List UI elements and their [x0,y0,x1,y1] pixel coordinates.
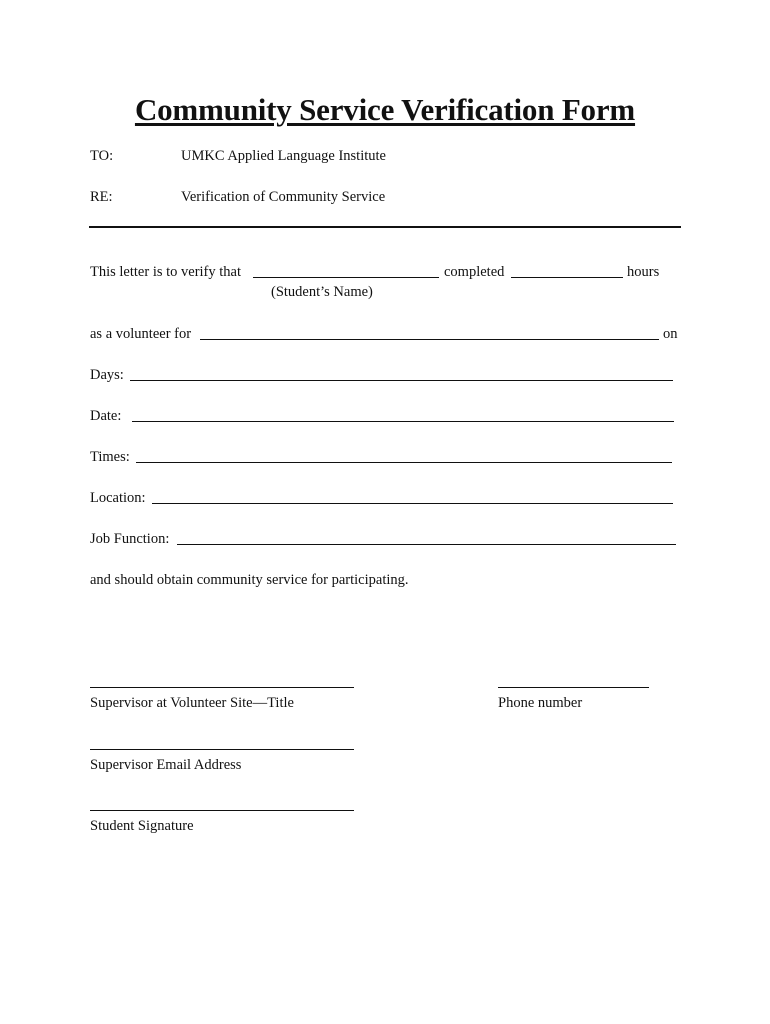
supervisor-title-signature-line[interactable] [90,687,354,688]
days-field[interactable] [130,380,673,381]
supervisor-email-line[interactable] [90,749,354,750]
student-signature-label: Student Signature [90,818,194,834]
completed-text: completed [444,264,505,280]
student-name-field[interactable] [253,277,439,278]
on-text: on [663,326,678,342]
date-label: Date: [90,408,122,424]
form-title: Community Service Verification Form [134,92,636,127]
student-name-caption: (Student’s Name) [271,284,373,300]
header-divider [89,226,681,228]
times-label: Times: [90,449,130,465]
student-signature-line[interactable] [90,810,354,811]
location-label: Location: [90,490,146,506]
phone-number-line[interactable] [498,687,649,688]
days-label: Days: [90,367,124,383]
location-field[interactable] [152,503,673,504]
to-value: UMKC Applied Language Institute [181,148,386,164]
hours-text: hours [627,264,660,280]
job-function-field[interactable] [177,544,676,545]
phone-label: Phone number [498,695,583,711]
organization-field[interactable] [200,339,659,340]
to-label: TO: [90,148,114,164]
re-label: RE: [90,189,113,205]
closing-text: and should obtain community service for participating. [90,572,409,588]
supervisor-title-label: Supervisor at Volunteer Site—Title [90,695,294,711]
intro-text: This letter is to verify that [90,264,242,280]
hours-field[interactable] [511,277,623,278]
date-field[interactable] [132,421,674,422]
re-value: Verification of Community Service [181,189,386,205]
volunteer-text: as a volunteer for [90,326,192,342]
times-field[interactable] [136,462,672,463]
supervisor-email-label: Supervisor Email Address [90,757,242,773]
job-function-label: Job Function: [90,531,170,547]
